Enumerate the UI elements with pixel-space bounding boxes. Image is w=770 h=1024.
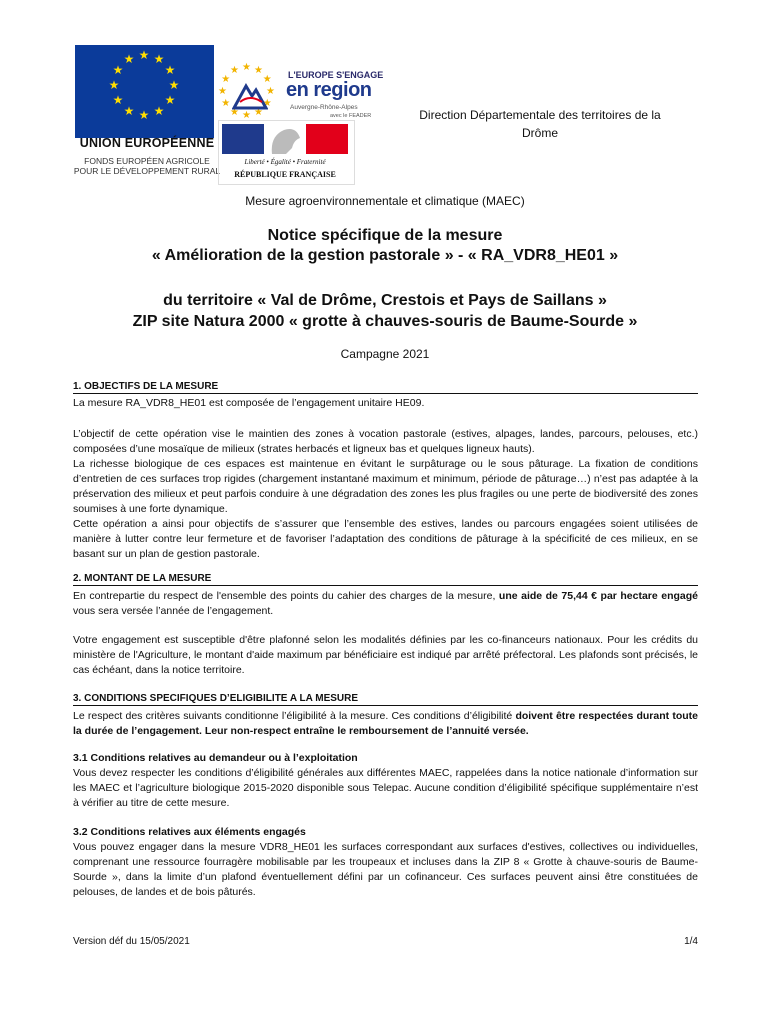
section2-heading: 2. MONTANT DE LA MESURE <box>73 573 698 586</box>
eu-star-icon: ★ <box>164 63 176 77</box>
region-star-icon: ★ <box>230 65 239 77</box>
region-star-icon: ★ <box>242 62 251 73</box>
region-logo-line3: Auvergne-Rhône-Alpes <box>290 104 358 111</box>
maec-subtitle: Mesure agroenvironnementale et climatique (MAEC) <box>245 194 525 208</box>
eu-star-icon: ★ <box>123 52 135 67</box>
territory-title <box>80 290 690 332</box>
section3-1-text: Vous devez respecter les conditions d’éligibilité générales aux différentes MAEC, rappelées dans la notice nationale d’information sur les MAEC et l’agriculture biologique 2015-2020 disponible sous Telepac. Aucune condition d’éligibilité spécifique supplémentaire n’est à vérifier au titre de cette mesure. <box>73 767 698 809</box>
region-logo-line2: en region <box>286 79 372 101</box>
title-line3: du territoire « Val de Drôme, Crestois et Pays de Saillans » <box>163 292 607 309</box>
section3-2-text: Vous pouvez engager dans la mesure VDR8_HE01 les surfaces correspondant aux surfaces d'estives, collectives ou individuelles, comprenant une ressource fourragère mobilisable par les troupeaux et incluses dans la ZIP 8 « Grotte à chauve-souris de Baume-Sourde », dans la limite d’un plafond éventuellement défini par un cofinanceur. Ces surfaces peuvent ainsi être constituées de pelouses, de landes et de bois pâturés. <box>73 841 698 898</box>
region-logo-line4: avec le FEADER <box>330 113 372 119</box>
marianne-flag-icon <box>222 124 348 154</box>
region-star-icon: ★ <box>218 86 227 97</box>
eu-logo-title: UNION EUROPÉENNE <box>79 136 215 150</box>
region-star-icon: ★ <box>262 74 272 85</box>
footer-page-number: 1/4 <box>684 936 698 947</box>
region-mountain-icon <box>232 80 268 110</box>
section2-p2: Votre engagement est susceptible d'être plafonné selon les modalités définies par les co-financeurs nationaux. Pour les crédits du ministère de l'Agriculture, le montant d'aide maximum par bénéficiaire est indiqué par arrêté préfectoral. Les plafonds sont précisés, le cas échéant, dans la notice territoire. <box>73 634 698 676</box>
eu-star-icon: ★ <box>112 63 124 77</box>
region-star-icon: ★ <box>221 74 231 85</box>
eu-flag-logo <box>75 45 214 138</box>
region-star-icon: ★ <box>262 98 272 109</box>
section2-p1 <box>73 589 698 619</box>
section1-body <box>73 427 698 562</box>
rf-devise: Liberté • Égalité • Fraternité <box>244 158 326 166</box>
eu-star-icon: ★ <box>112 93 124 107</box>
rf-name: RÉPUBLIQUE FRANÇAISE <box>234 170 336 179</box>
eu-star-icon: ★ <box>164 93 176 107</box>
campagne-label: Campagne 2021 <box>340 347 430 361</box>
section3-1-heading: 3.1 Conditions relatives au demandeur ou à l’exploitation <box>73 752 358 764</box>
eu-star-icon: ★ <box>153 52 165 67</box>
eu-star-icon: ★ <box>138 108 150 122</box>
notice-title <box>80 226 690 266</box>
eu-star-icon: ★ <box>153 103 165 118</box>
eu-star-icon: ★ <box>138 48 150 62</box>
eu-star-icon: ★ <box>123 103 135 118</box>
eu-star-icon: ★ <box>108 78 120 92</box>
section1-p4: Cette opération a ainsi pour objectifs de s’assurer que l’ensemble des estives, landes ou parcours engagées soient utilisées de manière à lutter contre leur fermeture et de favoriser l’adaptation des conditions de pâturage à la spécificité de ces milieux, en se basant sur un plan de gestion pastorale. <box>73 518 698 560</box>
eu-logo-subtitle <box>72 156 222 176</box>
direction-heading <box>380 106 700 142</box>
region-logo-line1: L'EUROPE S'ENGAGE <box>288 70 384 80</box>
section2-p1-end: vous sera versée l’année de l’engagement. <box>73 605 274 617</box>
title-line2: « Amélioration de la gestion pastorale » - « RA_VDR8_HE01 » <box>151 247 619 264</box>
region-star-icon: ★ <box>254 65 263 77</box>
region-star-icon: ★ <box>242 110 251 121</box>
section3-p1-start: Le respect des critères suivants conditionne l’éligibilité à la mesure. Ces conditions d’éligibilité <box>73 710 516 722</box>
eu-fund-line2: POUR LE DÉVELOPPEMENT RURAL <box>73 166 221 176</box>
region-star-icon: ★ <box>266 86 275 97</box>
region-star-icon: ★ <box>230 106 239 118</box>
region-star-icon: ★ <box>254 106 263 118</box>
section2-p1-start: En contrepartie du respect de l'ensemble des points du cahier des charges de la mesure, <box>73 590 499 602</box>
direction-line1: Direction Départementale des territoires de la <box>419 108 661 122</box>
region-star-icon: ★ <box>221 98 231 109</box>
section1-p1: La mesure RA_VDR8_HE01 est composée de l’engagement unitaire HE09. <box>73 397 425 409</box>
section3-p1 <box>73 709 698 739</box>
eu-fund-line1: FONDS EUROPÉEN AGRICOLE <box>84 156 210 166</box>
section3-p1-bold: doivent être respectées durant toute la durée de l’engagement. Leur non-respect entraîne le remboursement de l’annuité versée. <box>73 710 698 737</box>
title-line4: ZIP site Natura 2000 « grotte à chauves-souris de Baume-Sourde » <box>132 313 638 330</box>
title-line1: Notice spécifique de la mesure <box>267 227 503 244</box>
eu-star-icon: ★ <box>168 78 180 92</box>
section2-amount: une aide de 75,44 € par hectare engagé <box>498 590 699 602</box>
section1-p3: La richesse biologique de ces espaces est maintenue en évitant le surpâturage ou le sous pâturage. La fixation de conditions d’entretien de ces surfaces trop rigides (chargement instantané maximum et minimum, période de pâturage…) n’est pas adaptée à la préservation des milieux et peut parfois conduire à une dégradation des zones les plus fragiles ou une perte de biodiversité des zones soumises à une forte dynamique. <box>73 458 698 515</box>
direction-line2: Drôme <box>521 126 558 140</box>
section3-2-heading: 3.2 Conditions relatives aux éléments engagés <box>73 826 306 838</box>
section3-heading: 3. CONDITIONS SPECIFIQUES D’ELIGIBILITE A LA MESURE <box>73 693 698 706</box>
section1-p2: L’objectif de cette opération vise le maintien des zones à vocation pastorale (estives, alpages, landes, parcours, pelouses, etc.) composées d’une mosaïque de milieux (strates herbacés et ligneux bas et quelques ligneux hauts). <box>73 428 698 455</box>
footer-version: Version déf du 15/05/2021 <box>73 936 190 947</box>
section1-heading: 1. OBJECTIFS DE LA MESURE <box>73 381 698 394</box>
